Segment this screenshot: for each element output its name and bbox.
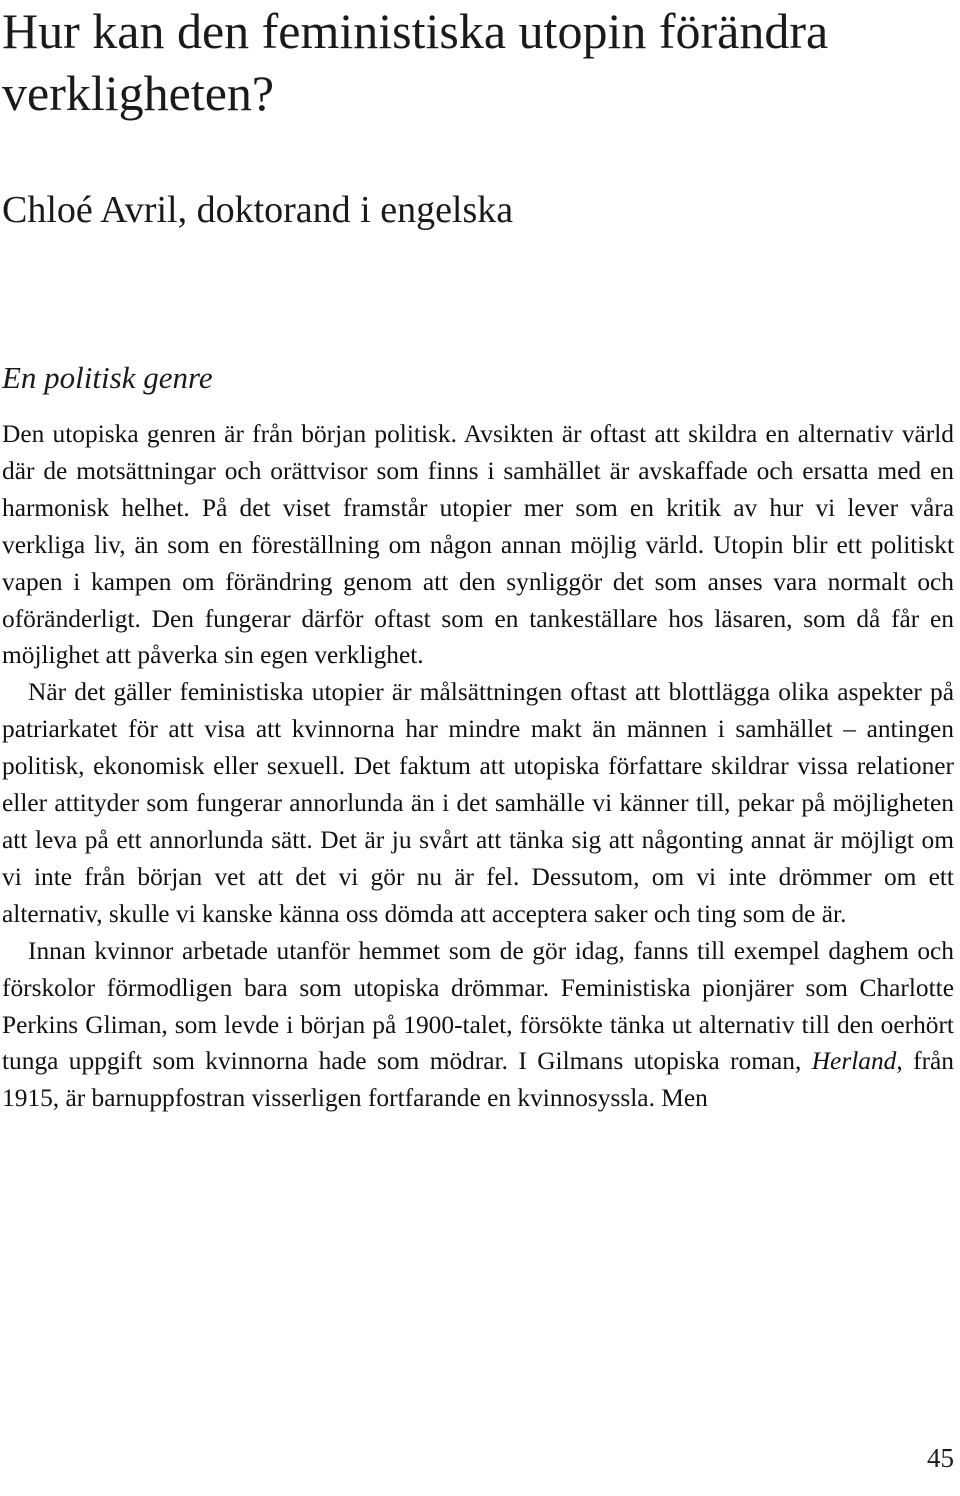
body-text [2, 416, 954, 1117]
page-number: 45 [927, 1443, 954, 1473]
section-heading: En politisk genre [2, 360, 213, 395]
paragraph-3 [2, 933, 954, 1118]
paragraph-3-text-before: Innan kvinnor arbetade utanför hemmet som de gör idag, fanns till exempel daghem och förskolor förmodligen bara som utopiska drömmar. Feministiska pionjärer som Charlotte Perkins Gliman, som levde i början på 1900-talet, försökte tänka ut alternativ till den oerhört tunga uppgift som kvinnorna hade som mödrar. I Gilmans utopiska roman, [2, 936, 954, 1076]
paragraph-3-text-after: , från 1915, är barnuppfostran visserligen fortfarande en kvinnosyssla. Men [2, 1047, 954, 1113]
book-title-herland: Herland [811, 1047, 897, 1076]
page-title: Hur kan den feministiska utopin förändra verkligheten? [2, 3, 829, 121]
paragraph-1: Den utopiska genren är från början politisk. Avsikten är oftast att skildra en alternativ värld där de motsättningar och orättvisor som finns i samhället är avskaffade och ersatta med en harmonisk helhet. På det viset framstår utopier mer som en kritik av hur vi lever våra verkliga liv, än som en föreställning om någon annan möjlig värld. Utopin blir ett politiskt vapen i kampen om förändring genom att den synliggör det som anses vara normalt och oföränderligt. Den fungerar därför oftast som en tankeställare hos läsaren, som då får en möjlighet att påverka sin egen verklighet. [2, 420, 954, 670]
author-line: Chloé Avril, doktorand i engelska [2, 189, 514, 231]
paragraph-2: När det gäller feministiska utopier är målsättningen oftast att blottlägga olika aspekter på patriarkatet för att visa att kvinnorna har mindre makt än männen i samhället – antingen politisk, ekonomisk eller sexuell. Det faktum att utopiska författare skildrar vissa relationer eller attityder som fungerar annorlunda än i det samhälle vi känner till, pekar på möjligheten att leva på ett annorlunda sätt. Det är ju svårt att tänka sig att någonting annat är möjligt om vi inte från början vet att det vi gör nu är fel. Dessutom, om vi inte drömmer om ett alternativ, skulle vi kanske känna oss dömda att acceptera saker och ting som de är. [2, 678, 954, 928]
